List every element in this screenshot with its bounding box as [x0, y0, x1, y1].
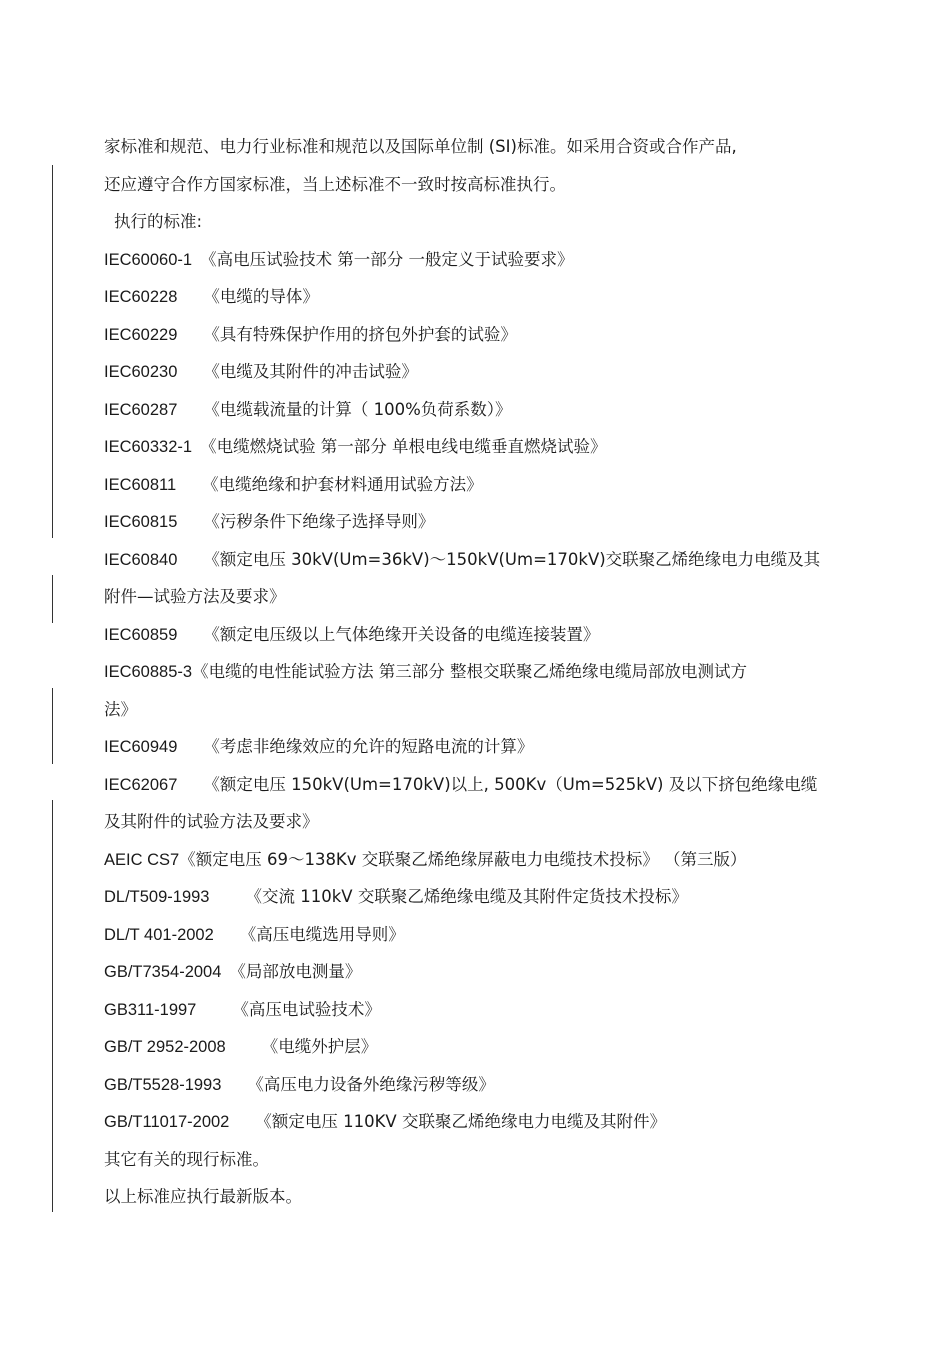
standard-item	[104, 658, 844, 696]
standard-code: IEC60840	[104, 550, 178, 569]
standard-code: DL/T 401-2002	[104, 925, 214, 944]
standard-code: IEC60332-1	[104, 438, 193, 456]
revision-margin-bar	[52, 800, 53, 1212]
standard-title: 《额定电压 30kV(Um=36kV)～150kV(Um=170kV)交联聚乙烯绝缘电力电缆及其	[203, 549, 821, 569]
standard-item	[104, 733, 844, 771]
standard-title: 《额定电压 110KV 交联聚乙烯绝缘电力电缆及其附件》	[255, 1112, 666, 1131]
standard-code: IEC60287	[104, 400, 178, 419]
standard-title: 《电缆燃烧试验 第一部分 单根电线电缆垂直燃烧试验》	[200, 437, 607, 456]
standard-item	[104, 958, 844, 996]
intro-line-2: 还应遵守合作方国家标准，当上述标准不一致时按高标准执行。	[104, 174, 566, 194]
standard-title: 《污秽条件下绝缘子选择导则》	[203, 512, 435, 531]
standard-code: AEIC CS7	[104, 850, 180, 869]
standard-title: 《电缆绝缘和护套材料通用试验方法》	[202, 474, 483, 494]
standard-code: IEC60060-1	[104, 250, 193, 269]
standard-item	[104, 846, 844, 884]
standard-item	[104, 1071, 844, 1109]
standard-title: 《具有特殊保护作用的挤包外护套的试验》	[203, 324, 517, 344]
standard-item	[104, 433, 844, 471]
revision-margin-bar	[52, 165, 53, 538]
standard-item	[104, 246, 844, 284]
standard-title: 《高压电试验技术》	[232, 999, 381, 1019]
standard-title: 《高压电力设备外绝缘污秽等级》	[247, 1074, 495, 1094]
standard-title: 《电缆外护层》	[261, 1037, 378, 1056]
document-body	[104, 133, 844, 1221]
standard-code: IEC60229	[104, 325, 178, 344]
standard-title: 《高压电缆选用导则》	[239, 924, 405, 944]
standard-code: DL/T509-1993	[104, 888, 210, 906]
standard-code: IEC60859	[104, 625, 178, 644]
standard-item	[104, 321, 844, 359]
standard-item-continuation: 及其附件的试验方法及要求》	[104, 812, 319, 831]
standard-title: 《电缆及其附件的冲击试验》	[203, 362, 418, 381]
standard-title: 《局部放电测量》	[229, 962, 362, 981]
standard-item	[104, 283, 844, 321]
standard-code: IEC60230	[104, 363, 178, 381]
standard-title: 《交流 110kV 交联聚乙烯绝缘电缆及其附件定货技术投标》	[245, 887, 688, 906]
standard-code: GB/T11017-2002	[104, 1113, 230, 1131]
standard-title: 《高电压试验技术 第一部分 一般定义于试验要求》	[200, 249, 574, 269]
standard-title: 《电缆的导体》	[203, 287, 319, 306]
standard-item	[104, 546, 844, 584]
closing-line-2: 以上标准应执行最新版本。	[104, 1187, 302, 1206]
standard-item	[104, 396, 844, 434]
standard-item-continuation: 法》	[104, 699, 137, 719]
standard-title: 《电缆载流量的计算（ 100%负荷系数）》	[203, 399, 512, 419]
standard-item	[104, 621, 844, 659]
standard-code: IEC62067	[104, 775, 178, 794]
revision-margin-bar	[52, 575, 53, 623]
standard-code: IEC60811	[104, 475, 177, 494]
standard-code: GB/T 2952-2008	[104, 1038, 226, 1056]
intro-line-1: 家标准和规范、电力行业标准和规范以及国际单位制 (SI)标准。如采用合资或合作产品,	[104, 137, 737, 156]
standard-item	[104, 883, 844, 921]
standard-title: 《额定电压 69～138Kv 交联聚乙烯绝缘屏蔽电力电缆技术投标》 （第三版）	[179, 849, 747, 869]
standard-item	[104, 771, 844, 809]
standard-code: GB311-1997	[104, 1000, 197, 1019]
standard-item	[104, 1108, 844, 1146]
standard-title: 《考虑非绝缘效应的允许的短路电流的计算》	[203, 737, 534, 756]
closing-line-1: 其它有关的现行标准。	[104, 1149, 269, 1169]
standard-title: 《额定电压 150kV(Um=170kV)以上, 500Kv（Um=525kV) 及以下挤包绝缘电缆	[203, 774, 818, 794]
standard-item	[104, 471, 844, 509]
standard-item	[104, 996, 844, 1034]
standard-title: 《额定电压级以上气体绝缘开关设备的电缆连接装置》	[203, 624, 600, 644]
standard-item	[104, 921, 844, 959]
standard-code: GB/T7354-2004	[104, 963, 222, 981]
standard-item-continuation: 附件—试验方法及要求》	[104, 587, 286, 606]
standard-title: 《电缆的电性能试验方法 第三部分 整根交联聚乙烯绝缘电缆局部放电测试方	[192, 662, 748, 681]
standard-item	[104, 508, 844, 546]
revision-margin-bar	[52, 688, 53, 764]
section-heading: 执行的标准:	[114, 212, 203, 231]
standard-code: IEC60815	[104, 513, 178, 531]
standard-code: IEC60885-3	[104, 663, 193, 681]
standard-code: IEC60228	[104, 288, 178, 306]
standard-item	[104, 1033, 844, 1071]
standard-item	[104, 358, 844, 396]
standard-code: GB/T5528-1993	[104, 1075, 222, 1094]
standard-code: IEC60949	[104, 738, 178, 756]
